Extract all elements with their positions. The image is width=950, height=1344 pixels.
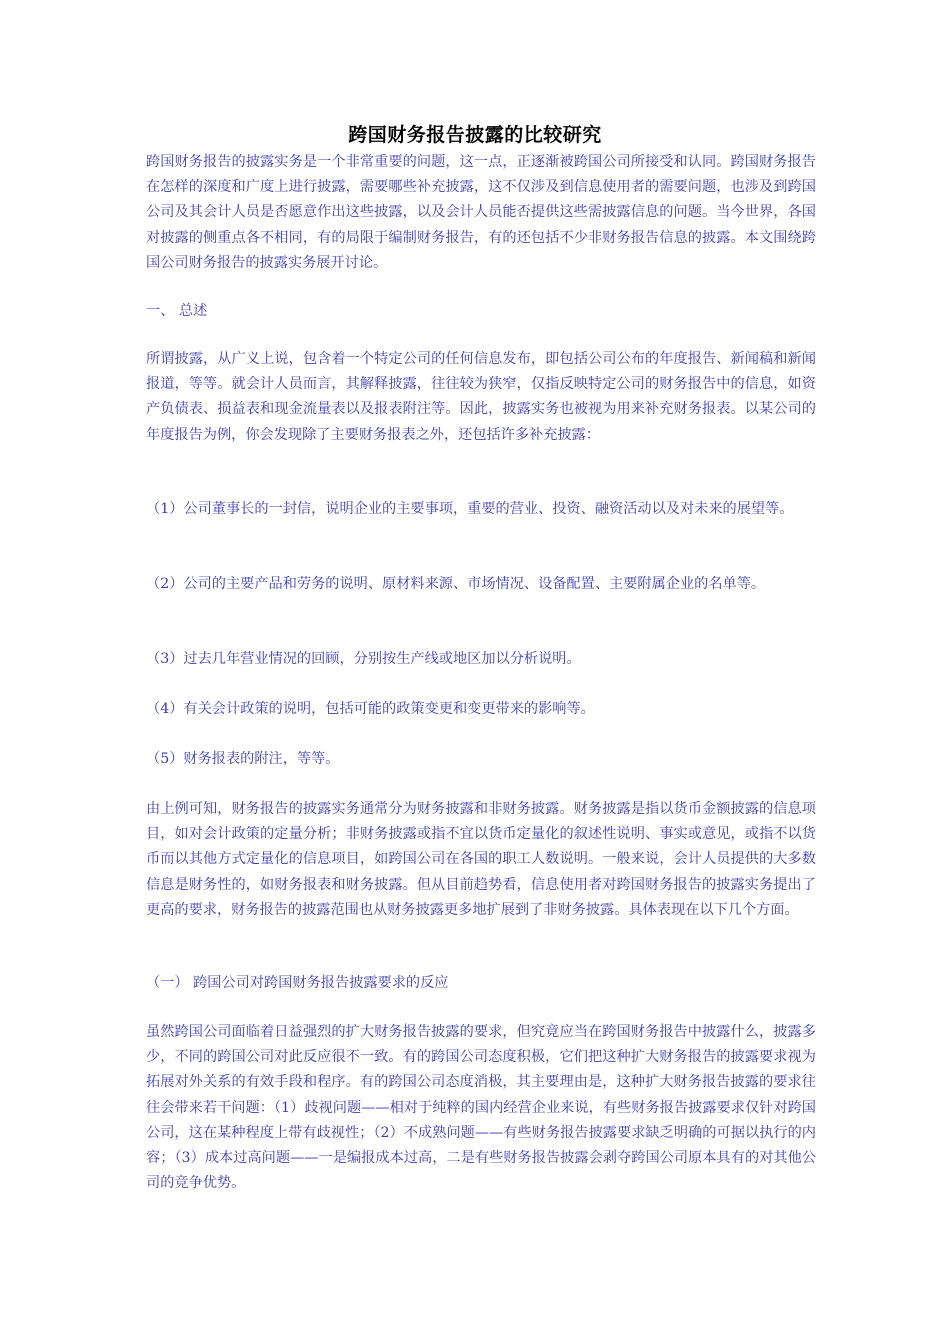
list-item: （1）公司董事长的一封信，说明企业的主要事项，重要的营业、投资、融资活动以及对未来的展望等。 xyxy=(146,501,794,517)
response-paragraph: 虽然跨国公司面临着日益强烈的扩大财务报告披露的要求，但究竟应当在跨国财务报告中披露什么，披露多少，不同的跨国公司对此反应很不一致。有的跨国公司态度积极，它们把这种扩大财务报告的披露要求视为拓展对外关系的有效手段和程序。有的跨国公司态度消极，其主要理由是，这种扩大财务报告披露的要求往往会带来若干问题：（1）歧视问题——相对于纯粹的国内经营企业来说，有些财务报告披露要求仅针对跨国公司，这在某种程度上带有歧视性；（2）不成熟问题——有些财务报告披露要求缺乏明确的可据以执行的内容；（3）成本过高问题——一是编报成本过高，二是有些财务报告披露会剥夺跨国公司原本具有的对其他公司的竞争优势。 xyxy=(146,1024,816,1192)
disclosure-types-paragraph: 由上例可知，财务报告的披露实务通常分为财务披露和非财务披露。财务披露是指以货币金额披露的信息项目，如对会计政策的定量分析；非财务披露或指不宜以货币定量化的叙述性说明、事实或意见，或指不以货币而以其他方式定量化的信息项目，如跨国公司在各国的职工人数说明。一般来说，会计人员提供的大多数信息是财务性的，如财务报表和财务披露。但从目前趋势看，信息使用者对跨国财务报告的披露实务提出了更高的要求，财务报告的披露范围也从财务披露更多地扩展到了非财务披露。具体表现在以下几个方面。 xyxy=(146,801,816,918)
intro-paragraph: 跨国财务报告的披露实务是一个非常重要的问题，这一点，正逐渐被跨国公司所接受和认同。跨国财务报告在怎样的深度和广度上进行披露，需要哪些补充披露，这不仅涉及到信息使用者的需要问题，也涉及到跨国公司及其会计人员是否愿意作出这些披露，以及会计人员能否提供这些需披露信息的问题。当今世界，各国对披露的侧重点各不相同，有的局限于编制财务报告，有的还包括不少非财务报告信息的披露。本文围绕跨国公司财务报告的披露实务展开讨论。 xyxy=(146,154,816,271)
list-item: （2）公司的主要产品和劳务的说明、原材料来源、市场情况、设备配置、主要附属企业的名单等。 xyxy=(146,576,766,592)
subsection-heading-response: （一） 跨国公司对跨国财务报告披露要求的反应 xyxy=(146,975,449,991)
list-item: （3）过去几年营业情况的回顾，分别按生产线或地区加以分析说明。 xyxy=(146,651,581,667)
document-title: 跨国财务报告披露的比较研究 xyxy=(348,124,602,146)
overview-paragraph: 所谓披露，从广义上说，包含着一个特定公司的任何信息发布，即包括公司公布的年度报告、新闻稿和新闻报道，等等。就会计人员而言，其解释披露，往往较为狭窄，仅指反映特定公司的财务报告中的信息，如资产负债表、损益表和现金流量表以及报表附注等。因此，披露实务也被视为用来补充财务报表。以某公司的年度报告为例，你会发现除了主要财务报表之外，还包括许多补充披露： xyxy=(146,351,816,443)
list-item: （5）财务报表的附注，等等。 xyxy=(146,751,340,767)
section-heading-overview: 一、 总述 xyxy=(146,303,208,319)
list-item: （4）有关会计政策的说明，包括可能的政策变更和变更带来的影响等。 xyxy=(146,701,595,717)
